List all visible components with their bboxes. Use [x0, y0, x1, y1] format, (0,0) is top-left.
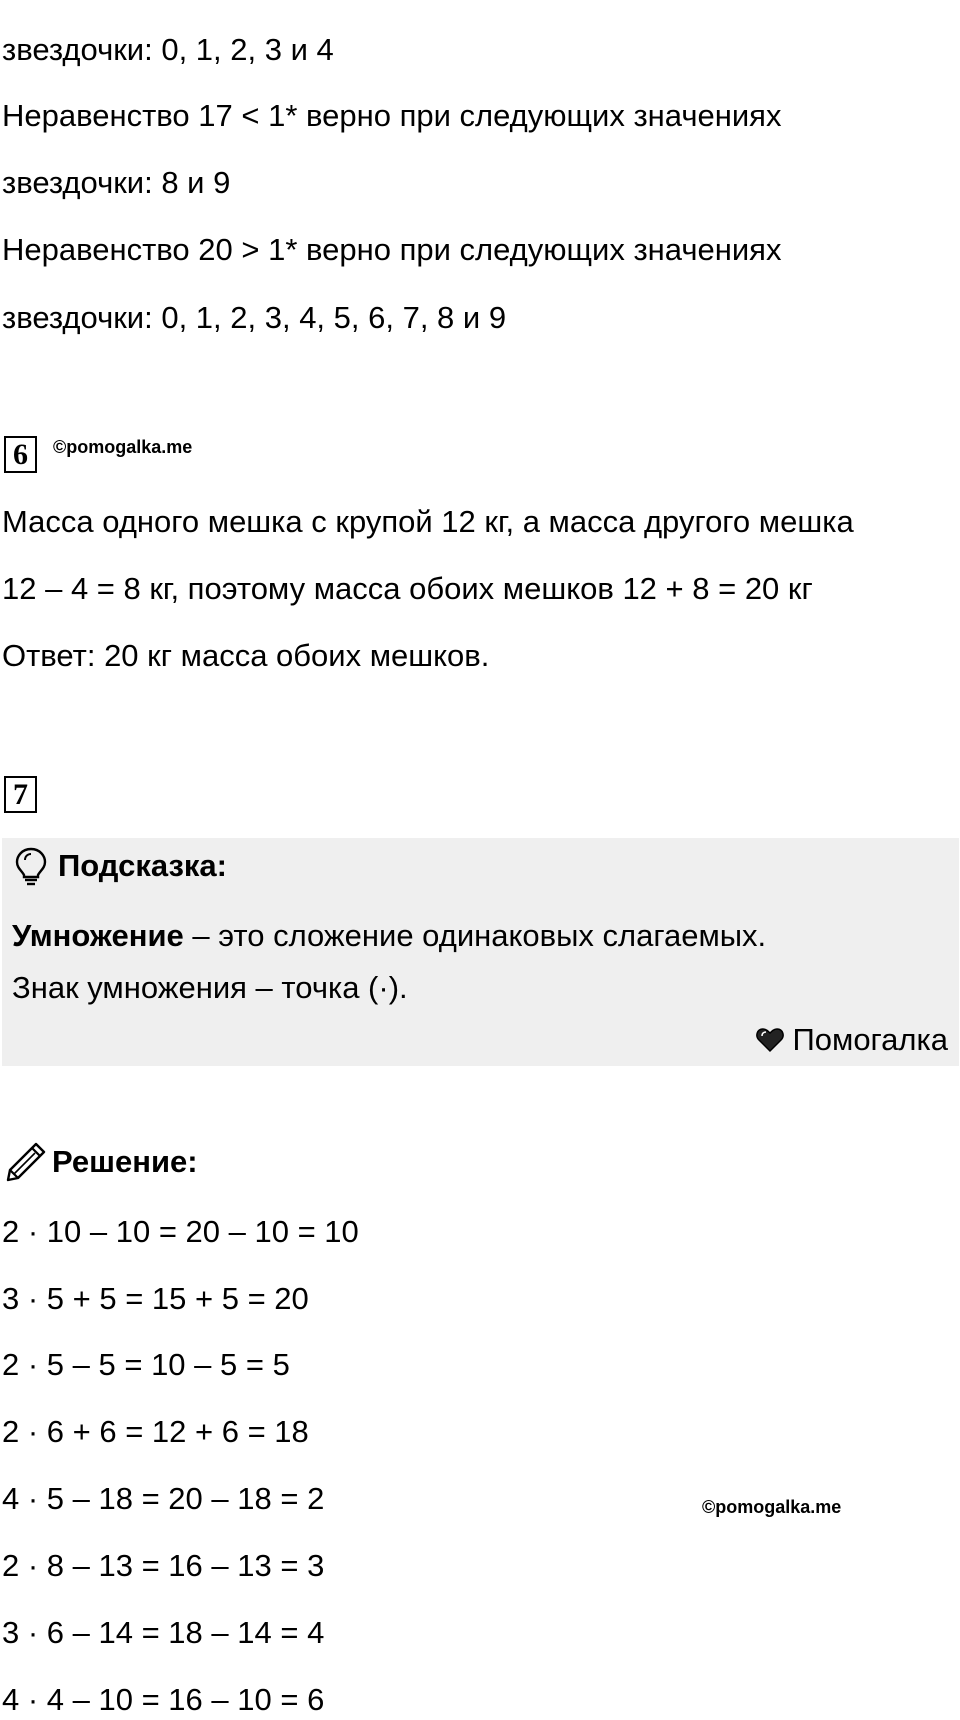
- equation-line: 2 · 6 + 6 = 12 + 6 = 18: [2, 1414, 309, 1449]
- task-number-6: 6: [4, 436, 37, 473]
- text-line: Неравенство 17 < 1* верно при следующих значениях: [2, 98, 782, 133]
- equation-line: 4 · 5 – 18 = 20 – 18 = 2: [2, 1481, 325, 1516]
- equation-line: 2 · 5 – 5 = 10 – 5 = 5: [2, 1347, 290, 1382]
- hint-definition-text: – это сложение одинаковых слагаемых.: [183, 918, 767, 953]
- heart-icon: [756, 1021, 784, 1065]
- text-line: звездочки: 0, 1, 2, 3, 4, 5, 6, 7, 8 и 9: [2, 300, 507, 335]
- watermark: ©pomogalka.me: [702, 1497, 842, 1517]
- watermark: ©pomogalka.me: [53, 437, 193, 457]
- task-number-7: 7: [4, 776, 37, 813]
- hint-brand-label: Помогалка: [792, 1022, 948, 1057]
- text-line: 12 – 4 = 8 кг, поэтому масса обоих мешков 12 + 8 = 20 кг: [2, 571, 813, 606]
- hint-line: Знак умножения – точка (·).: [12, 970, 408, 1005]
- pencil-icon: [4, 1140, 48, 1189]
- lightbulb-icon: [14, 846, 48, 891]
- equation-line: 3 · 6 – 14 = 18 – 14 = 4: [2, 1615, 325, 1650]
- equation-line: 2 · 8 – 13 = 16 – 13 = 3: [2, 1548, 325, 1583]
- equation-line: 4 · 4 – 10 = 16 – 10 = 6: [2, 1682, 325, 1717]
- text-line: Неравенство 20 > 1* верно при следующих значениях: [2, 232, 782, 267]
- text-line: Масса одного мешка с крупой 12 кг, а масса другого мешка: [2, 504, 854, 539]
- text-line: звездочки: 0, 1, 2, 3 и 4: [2, 32, 334, 67]
- text-line: Ответ: 20 кг масса обоих мешков.: [2, 638, 490, 673]
- text-line: звездочки: 8 и 9: [2, 165, 231, 200]
- hint-definition: [12, 914, 766, 958]
- hint-term: Умножение: [12, 918, 184, 953]
- solution-title: Решение:: [52, 1144, 198, 1179]
- equation-line: 2 · 10 – 10 = 20 – 10 = 10: [2, 1214, 359, 1249]
- equation-line: 3 · 5 + 5 = 15 + 5 = 20: [2, 1281, 309, 1316]
- hint-title: Подсказка:: [58, 848, 227, 883]
- hint-brand: [756, 1018, 948, 1065]
